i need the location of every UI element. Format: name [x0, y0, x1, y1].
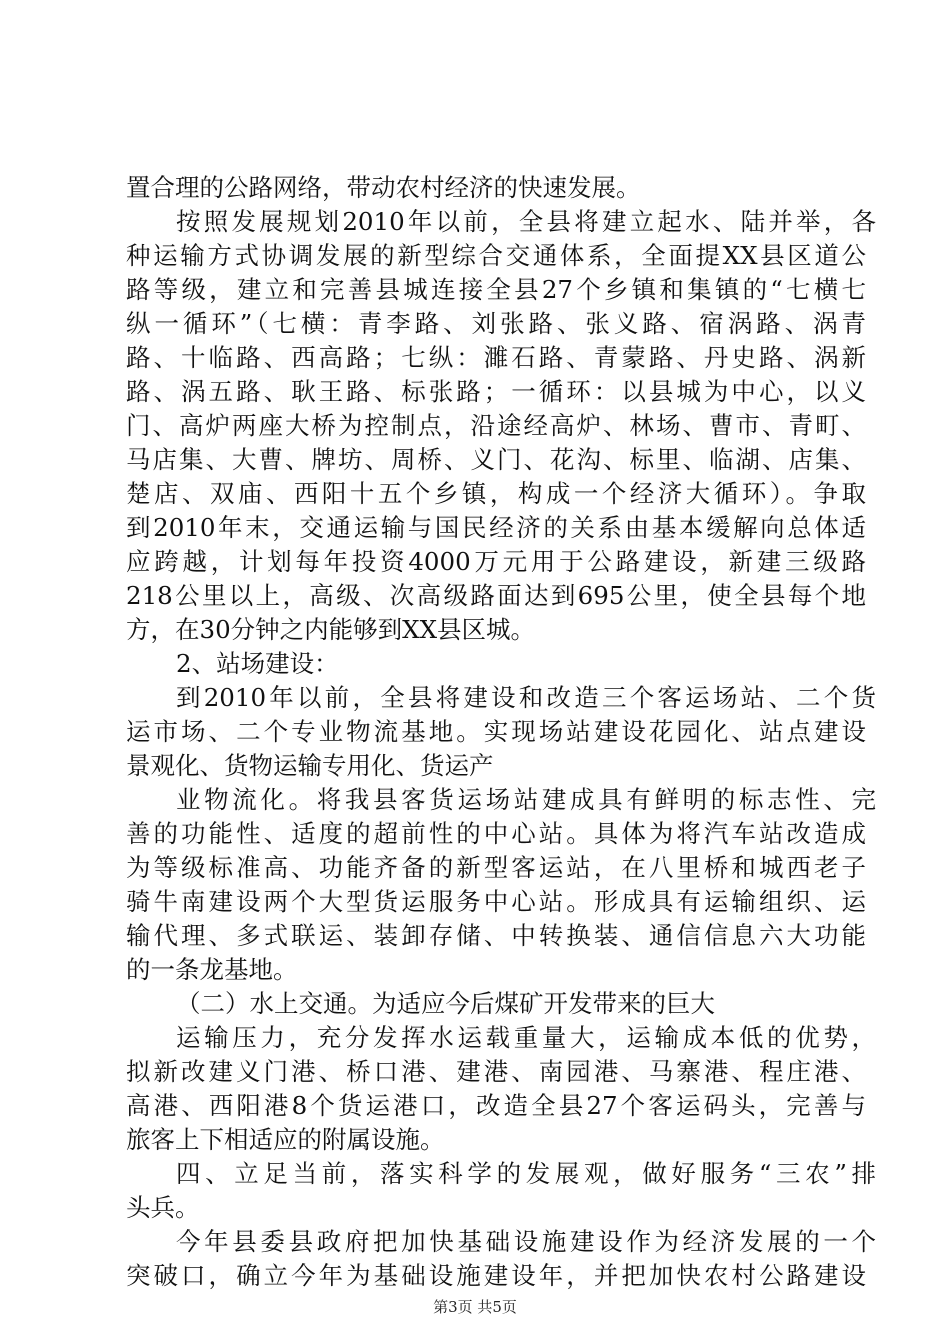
page-number-footer: 第3页 共5页: [433, 1298, 517, 1316]
paragraph-line: 门、高炉两座大桥为控制点，沿途经高炉、林场、曹市、青町、: [126, 411, 866, 440]
paragraph-line: 纵一循环”（七横：青李路、刘张路、张义路、宿涡路、涡青: [126, 309, 866, 338]
paragraph-line: 种运输方式协调发展的新型综合交通体系，全面提XX县区道公: [126, 241, 866, 270]
section-heading: 四、立足当前，落实科学的发展观，做好服务“三农”排: [176, 1159, 876, 1188]
paragraph-line: 的一条龙基地。: [126, 955, 298, 984]
paragraph-line: 楚店、双庙、西阳十五个乡镇，构成一个经济大循环）。争取: [126, 479, 866, 508]
paragraph-line: 善的功能性、适度的超前性的中心站。具体为将汽车站改造成: [126, 819, 866, 848]
paragraph-line: 218公里以上，高级、次高级路面达到695公里，使全县每个地: [126, 581, 866, 610]
paragraph-line: 高港、西阳港8个货运港口，改造全县27个客运码头，完善与: [126, 1091, 866, 1120]
paragraph-line: 方，在30分钟之内能够到XX县区城。: [126, 615, 536, 644]
paragraph-line: 到2010年末，交通运输与国民经济的关系由基本缓解向总体适: [126, 513, 866, 542]
paragraph-line: 业物流化。将我县客货运场站建成具有鲜明的标志性、完: [176, 785, 876, 814]
paragraph-line: 运市场、二个专业物流基地。实现场站建设花园化、站点建设: [126, 717, 866, 746]
paragraph-line: 路等级，建立和完善县城连接全县27个乡镇和集镇的“七横七: [126, 275, 866, 304]
paragraph-line: 为等级标准高、功能齐备的新型客运站，在八里桥和城西老子: [126, 853, 866, 882]
paragraph-line: 马店集、大曹、牌坊、周桥、义门、花沟、标里、临湖、店集、: [126, 445, 866, 474]
paragraph-line: 旅客上下相适应的附属设施。: [126, 1125, 445, 1154]
paragraph-line: 路、涡五路、耿王路、标张路；一循环：以县城为中心，以义: [126, 377, 866, 406]
section-heading: 头兵。: [126, 1193, 200, 1222]
paragraph-line: 应跨越，计划每年投资4000万元用于公路建设，新建三级路: [126, 547, 866, 576]
paragraph-line: 骑牛南建设两个大型货运服务中心站。形成具有运输组织、运: [126, 887, 866, 916]
paragraph-line: 今年县委县政府把加快基础设施建设作为经济发展的一个: [176, 1227, 876, 1256]
paragraph-line: 置合理的公路网络，带动农村经济的快速发展。: [126, 173, 641, 202]
section-heading: （二）水上交通。为适应今后煤矿开发带来的巨大: [176, 989, 715, 1018]
paragraph-line: 景观化、货物运输专用化、货运产: [126, 751, 494, 780]
section-heading: 2、站场建设：: [176, 649, 339, 678]
paragraph-line: 拟新改建义门港、桥口港、建港、南园港、马寨港、程庄港、: [126, 1057, 866, 1086]
paragraph-line: 突破口，确立今年为基础设施建设年，并把加快农村公路建设: [126, 1261, 866, 1290]
paragraph-line: 按照发展规划2010年以前，全县将建立起水、陆并举，各: [176, 207, 876, 236]
paragraph-line: 到2010年以前，全县将建设和改造三个客运场站、二个货: [176, 683, 876, 712]
paragraph-line: 运输压力，充分发挥水运载重量大，运输成本低的优势，: [176, 1023, 876, 1052]
paragraph-line: 路、十临路、西高路；七纵：濉石路、青蒙路、丹史路、涡新: [126, 343, 866, 372]
paragraph-line: 输代理、多式联运、装卸存储、中转换装、通信信息六大功能: [126, 921, 866, 950]
